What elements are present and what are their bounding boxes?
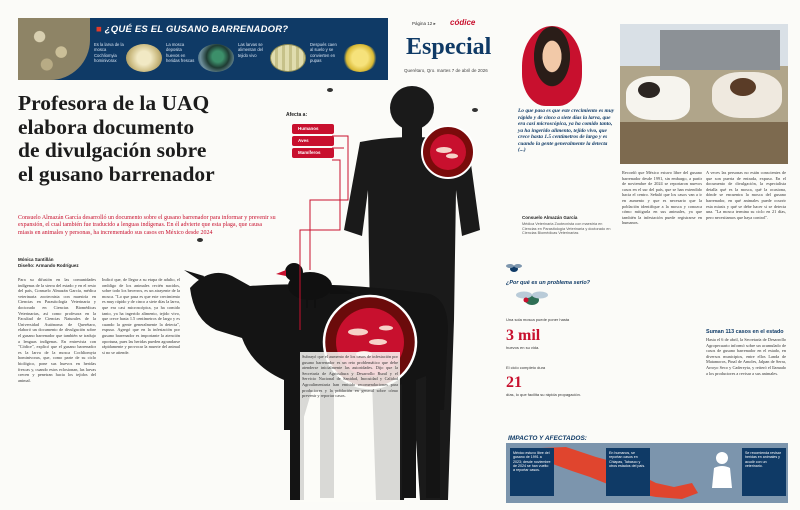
pupa-image xyxy=(342,44,378,72)
larva-image xyxy=(270,44,306,72)
article-column-4: Recordó que México estuvo libre del gusano barrenador desde 1991, sin embargo, a partir de noviembre de 2024 se reportaron nuevos casos en el sur del país, que se han extendido hacia el centro. Señaló que los casos van a ir en aumento y que es necesario que la población identifique a la mosca y conozca cómo mitigarla en sus animales, ya que también la infestación puede registrarse en humanos. xyxy=(622,170,702,226)
larva-closeup-photo xyxy=(18,18,90,80)
subheading: Suman 113 casos en el estado xyxy=(706,329,784,335)
photo-barn-roof xyxy=(660,30,780,70)
what-is-infobar xyxy=(18,18,388,80)
stage-eggs xyxy=(94,42,162,76)
impact-box: En humanos, se reportan casos en Chiapas, Tabasco y otros estados del país. xyxy=(606,448,650,496)
cycle-days-label: días, lo que facilita su rápida propagación. xyxy=(506,392,581,397)
impact-box: México estuvo libre del gusano de 1991 a 2023; desde noviembre de 2024 se han vuelto a reportar casos. xyxy=(510,448,554,496)
stage-text: Después caen al suelo y se convierten en pupas xyxy=(310,42,337,63)
byline-author: Mónica Santillán xyxy=(18,257,54,262)
stage-text: La mosca deposita huevos en heridas frescas xyxy=(166,42,195,63)
stage-text: Las larvas se alimentan del tejido vivo xyxy=(238,42,263,58)
article-column-3: Subrayó que el aumento de los casos de infestación por gusano barrenador es un reto problemático que debe atenderse inicialmente las autoridades. Dijo que la Secretaría de Agricultura y Desarrollo Rural y el Servicio Nacional de Sanidad, Inocuidad y Calidad Agroalimentaria han emitido recomendaciones para productores y la población en general sobre cómo prevenir y reportar casos. xyxy=(300,352,400,502)
stage-fly xyxy=(166,42,234,76)
headline-line: Profesora de la UAQ xyxy=(18,91,210,115)
impact-title: IMPACTO Y AFECTADOS: xyxy=(508,435,587,442)
tag-humans: Humanos xyxy=(292,124,334,134)
quote-role: Médica Veterinaria Zootecnista con maestría en Ciencias en Parasitología Veterinaria y doctorado en Ciencias Biomédicas Veterinarias xyxy=(522,222,611,236)
shoulder-wound-magnifier xyxy=(422,126,474,178)
sidebar-note: El ciclo completo dura xyxy=(506,365,546,370)
photo-cow-spot xyxy=(638,82,660,98)
sidebar-note: Una sola mosca puede poner hasta xyxy=(506,317,570,322)
fly-image xyxy=(198,44,234,72)
infobar-title xyxy=(96,24,288,35)
section-title: Especial xyxy=(406,34,492,60)
dateline: Querétaro, Qro. martes 7 de abril de 2026 xyxy=(404,68,488,73)
tag-birds: Aves xyxy=(292,136,334,146)
affects-label: Afecta a: xyxy=(286,112,308,118)
fly-icon xyxy=(506,262,522,274)
stage-text: Es la larva de la mosca Cochliomyia hominivorax xyxy=(94,42,124,63)
cycle-days-number: 21 xyxy=(506,374,522,391)
headline-line: el gusano barrenador xyxy=(18,161,215,186)
pull-quote: Lo que pasa es que este crecimiento es muy rápido y de cinco a siete días la larva, que era casi microscópica, ya ha comido tanto, ya ha ingerido alimento, tejido vivo, que crece hasta 1.5 centímetros de largo y es cuando la gente generalmente la detecta (...) xyxy=(518,108,615,153)
eggs-count-label: huevos en su vida. xyxy=(506,345,540,350)
byline xyxy=(18,257,79,269)
section-masthead xyxy=(392,18,510,80)
headline-line: de divulgación sobre xyxy=(18,138,207,162)
quote-name: Consuelo Almazán García xyxy=(522,215,578,220)
cows-photo xyxy=(620,24,788,164)
stage-pupa xyxy=(310,42,378,76)
headline-line: elabora documento xyxy=(18,114,195,139)
article-column-6: Hasta el 6 de abril, la Secretaría de Desarrollo Agropecuario informó sobre un acumulado de casos de gusano barrenador en el estado, en diversos municipios, entre ellos Landa de Matamoros, Pinal de Amoles, Jalpan de Serra, Arroyo Seco y Cadereyta, y reiteró el llamado a los productores a revisar a sus animales. xyxy=(706,337,786,376)
fly-icon xyxy=(516,288,548,308)
eggs-image xyxy=(126,44,162,72)
infobar-title-text: ¿QUÉ ES EL GUSANO BARRENADOR? xyxy=(104,24,289,35)
page-number: Página 12 ▸ xyxy=(412,21,436,26)
author-portrait xyxy=(522,26,582,106)
photo-cow-spot xyxy=(730,78,756,96)
article-column-5: A veces las personas no están conscientes de que son puerta de entrada, expuso. En el documento de divulgación, la especialista detalla qué es la mosca, qué la ocasiona, dónde se encuentra la mosca del gusano barrenador, en qué animales puede ocurrir esta miasis y qué se debe hacer si se detecta una. "La mosca termina su ciclo en 21 días, pero necesitamos que haya control". xyxy=(706,170,786,220)
eggs-count-number: 3 mil xyxy=(506,327,541,344)
infobar-bullet: ■ xyxy=(96,24,102,35)
article-column-1: Para su difusión en las comunidades indígenas de la sierra del estado y en el resto del país, Consuelo Almazán García, médica veterinaria zootecnista con maestría en Ciencias en Parasitología Veterinaria y doctorado en Ciencias Biomédicas Veterinarias, así como profesora en la Facultad de Ciencias Naturales de la Universidad Autónoma de Querétaro, elaboró un documento de divulgación sobre el gusano barrenador que también se tradujo a lenguas indígenas. En entrevista con "Códice", explicó que el gusano barrenador es la larva de la mosca Cochliomyia hominivorax, que, como parte de su ciclo biológico, pone sus huevos en heridas frescas y, cuando estos eclosionan, las larvas crecen y penetran hacia los tejidos del animal. xyxy=(18,277,96,383)
article-column-2: Indicó que, de llegar a su etapa de adulto, el ombligo de los animales recién nacidos, sobre todo los becerros, es un atrayente de la mosca. "Lo que pasa es que este crecimiento es muy rápido y de cinco a siete días la larva, que era casi microscópica, ya ha comido tanto, ya ha ingerido alimento, tejido vivo, que crece hasta 1.5 centímetros de largo y es cuando la gente generalmente la detecta", expuso. Agregó que en la infestación por gusano barrenador es importante la atención oportuna, pues las heridas pueden agrandarse rápidamente y provocar la muerte del animal si no se atiende. xyxy=(102,277,180,355)
photo-cow xyxy=(626,76,690,120)
impact-box: Se recomienda revisar heridas en animales y acudir con un veterinario. xyxy=(742,448,786,496)
article-dek: Consuelo Almazán García desarrolló un documento sobre el gusano barrenador para informar y prevenir su expansión, el cual también fue traducido a lenguas indígenas. En él advierte que esta plaga, que causa miasis en animales y personas, ha incrementado sus casos en México desde 2024 xyxy=(18,215,276,236)
stage-larva xyxy=(238,42,306,76)
tag-mammals: Mamíferos xyxy=(292,148,334,158)
byline-design: Diseño: Armando Rodríguez xyxy=(18,263,79,268)
brand-logo: códice xyxy=(450,18,476,27)
person-icon xyxy=(706,450,738,490)
sidebar-question: ¿Por qué es un problema serio? xyxy=(506,280,591,286)
